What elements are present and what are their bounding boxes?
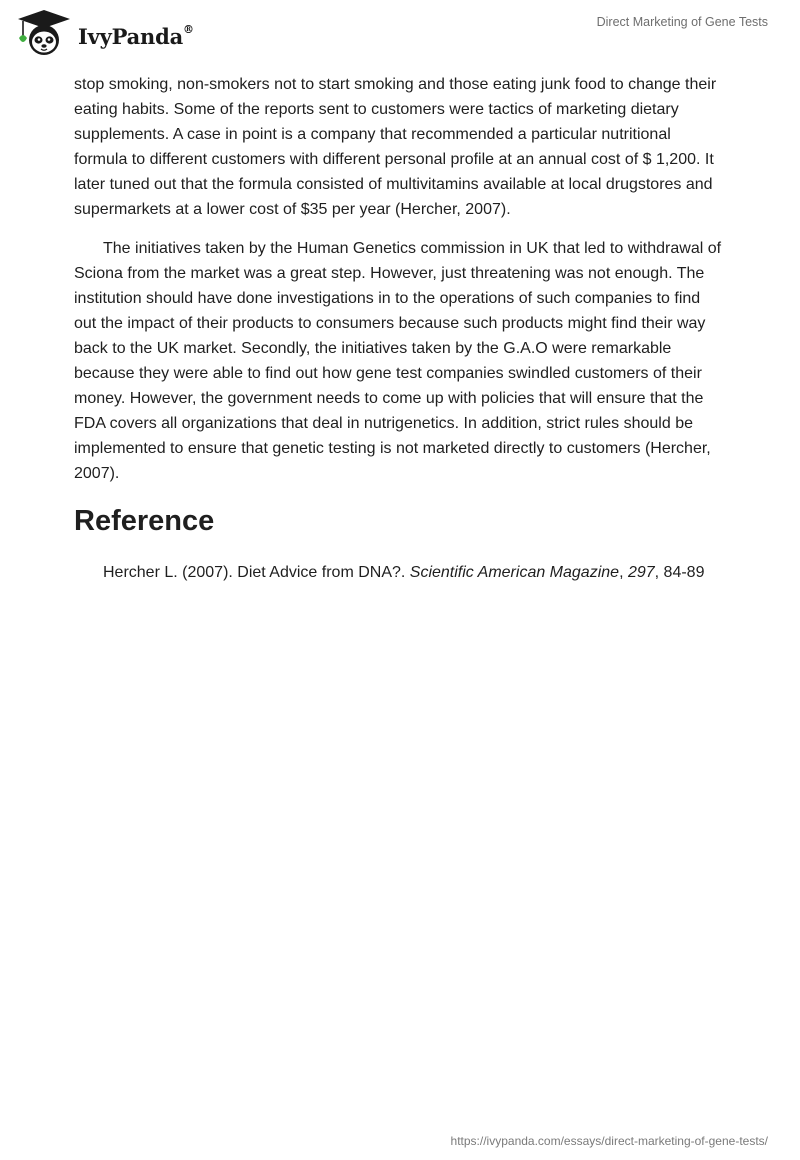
body-paragraph-2: The initiatives taken by the Human Genetics commission in UK that led to withdrawal of Sciona from the market was a great step. However, just threatening was not enough. The institution should have done investigations in to the operations of such companies to find out the impact of their products to consumers because such products might find their way back to the UK market. Secondly, the initiatives taken by the G.A.O were remarkable because they were able to find out how gene test companies swindled customers of their money. However, the government needs to come up with policies that will ensure that the FDA covers all organizations that deal in nutrigenetics. In addition, strict rules should be implemented to ensure that genetic testing is not marketed directly to customers (Hercher, 2007). — [74, 240, 722, 482]
source-url-link[interactable]: https://ivypanda.com/essays/direct-marketing-of-gene-tests/ — [450, 1134, 768, 1148]
page-header — [0, 0, 800, 70]
ivypanda-logo[interactable] — [14, 8, 194, 58]
reference-citation: Hercher L. (2007). Diet Advice from DNA?. — [103, 564, 410, 581]
reference-heading: Reference — [74, 505, 215, 537]
brand-name: IvyPanda® — [78, 22, 194, 49]
reference-entry — [74, 560, 724, 585]
body-paragraph-1: stop smoking, non-smokers not to start smoking and those eating junk food to change their eating habits. Some of the reports sent to customers were tactics of marketing dietary supplements. A case in point is a company that recommended a particular nutritional formula to different customers with different personal profile at an annual cost of $ 1,200. It later tuned out that the formula consisted of multivitamins available at local drugstores and supermarkets at a lower cost of $35 per year (Hercher, 2007). — [74, 76, 717, 218]
essay-content — [74, 72, 724, 585]
reference-separator: , — [619, 564, 628, 581]
panda-graduate-icon — [14, 8, 74, 58]
reference-journal: Scientific American Magazine — [409, 564, 620, 581]
reference-pages: , 84-89 — [654, 564, 705, 581]
document-title: Direct Marketing of Gene Tests — [596, 15, 768, 29]
reference-volume: 297 — [627, 564, 655, 581]
